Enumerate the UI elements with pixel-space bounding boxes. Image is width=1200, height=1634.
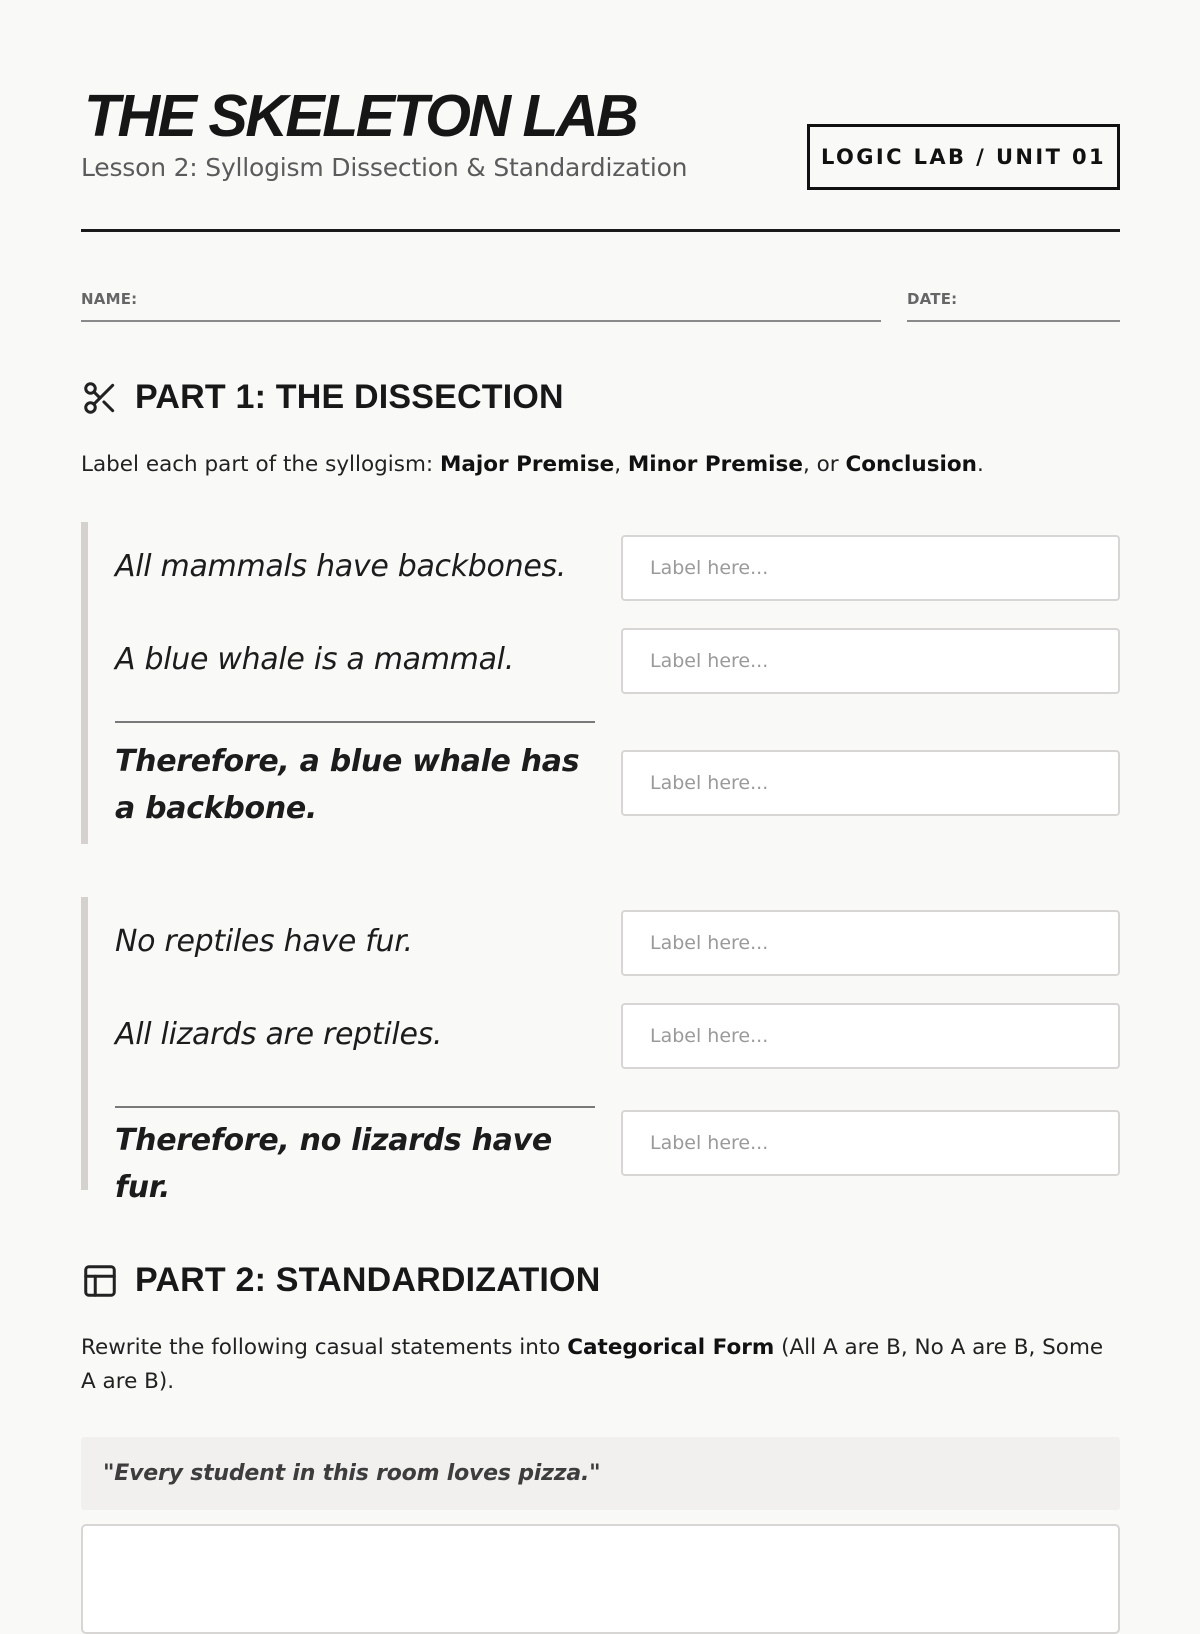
part1-title: PART 1: THE DISSECTION	[135, 378, 564, 416]
header-divider	[81, 229, 1120, 232]
syllogism2-premise1: No reptiles have fur.	[115, 924, 413, 959]
worksheet-page	[81, 0, 1120, 1600]
syllogism1-premise1: All mammals have backbones.	[115, 549, 567, 584]
conclusion-divider	[115, 721, 595, 723]
part2-instruction: Rewrite the following casual statements into Categorical Form (All A are B, No A are B, Some A are B).	[81, 1335, 1104, 1394]
syllogism1-premise2: A blue whale is a mammal.	[115, 642, 514, 677]
syllogism2-conclusion-label-input[interactable]	[621, 1110, 1120, 1176]
part1-instruction: Label each part of the syllogism: Major Premise, Minor Premise, or Conclusion.	[81, 452, 984, 477]
syllogism2-premise1-label-input[interactable]	[621, 910, 1120, 976]
syllogism2-premise2: All lizards are reptiles.	[115, 1017, 443, 1052]
casual-statement-1: "Every student in this room loves pizza."	[81, 1437, 1120, 1510]
layout-icon	[81, 1262, 119, 1300]
date-field[interactable]	[907, 320, 1120, 322]
syllogism1-premise2-label-input[interactable]	[621, 628, 1120, 694]
name-label: NAME:	[81, 290, 138, 308]
standardized-answer-1[interactable]	[81, 1524, 1120, 1634]
syllogism1-conclusion: Therefore, a blue whale has a backbone.	[115, 744, 580, 826]
part1-heading	[81, 378, 564, 417]
syllogism-block-1	[81, 522, 1120, 844]
syllogism1-conclusion-label-input[interactable]	[621, 750, 1120, 816]
unit-badge: LOGIC LAB / UNIT 01	[807, 124, 1120, 190]
part2-title: PART 2: STANDARDIZATION	[135, 1261, 601, 1299]
conclusion-divider	[115, 1106, 595, 1108]
part2-heading	[81, 1261, 600, 1300]
name-field[interactable]	[81, 320, 881, 322]
syllogism2-conclusion: Therefore, no lizards have fur.	[115, 1123, 552, 1205]
date-label: DATE:	[907, 290, 958, 308]
term-conclusion: Conclusion	[845, 452, 977, 477]
lesson-subtitle: Lesson 2: Syllogism Dissection & Standardization	[81, 153, 688, 182]
term-minor-premise: Minor Premise	[627, 452, 803, 477]
scissors-icon	[81, 379, 119, 417]
page-title: THE SKELETON LAB	[84, 83, 637, 149]
syllogism-block-2	[81, 897, 1120, 1205]
term-categorical-form: Categorical Form	[567, 1335, 775, 1360]
term-major-premise: Major Premise	[440, 452, 615, 477]
syllogism1-premise1-label-input[interactable]	[621, 535, 1120, 601]
syllogism2-premise2-label-input[interactable]	[621, 1003, 1120, 1069]
